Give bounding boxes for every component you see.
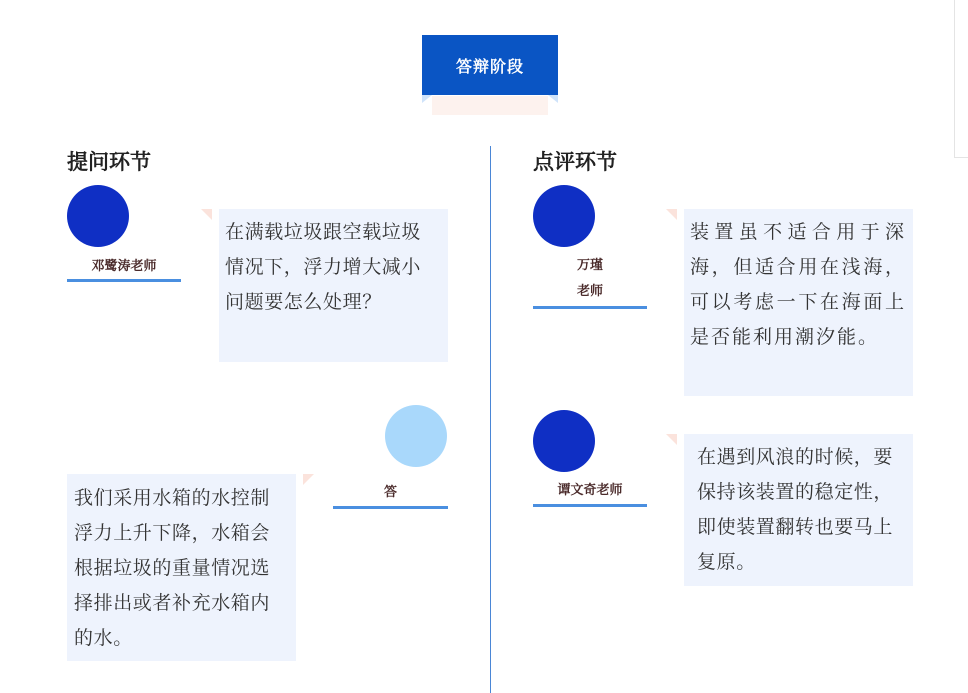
question-section-title: 提问环节 (67, 150, 151, 174)
name-underline (333, 506, 448, 509)
teacher-name: 谭文奇老师 (557, 483, 623, 498)
comment-text: 在遇到风浪的时候，要保持该装置的稳定性，即使装置翻转也要马上复原。 (697, 446, 894, 573)
comment-bubble (684, 434, 913, 586)
comment-bubble (684, 209, 913, 396)
review-section-title: 点评环节 (533, 150, 617, 174)
answer-label: 答 (383, 485, 397, 500)
stage-title-badge: 答辩阶段 (422, 35, 558, 95)
avatar (533, 410, 595, 472)
answer-text: 我们采用水箱的水控制浮力上升下降，水箱会根据垃圾的重量情况选择排出或者补充水箱内的水。 (74, 487, 271, 649)
answer-bubble (67, 474, 296, 661)
teacher-name: 邓鹭涛老师 (91, 259, 157, 274)
comment-text: 装置虽不适合用于深海，但适合用在浅海，可以考虑一下在海面上是否能利用潮汐能。 (690, 221, 906, 348)
avatar (533, 185, 595, 247)
teacher-name (533, 253, 647, 305)
avatar (67, 185, 129, 247)
bubble-tail (666, 434, 677, 445)
question-text: 在满载垃圾跟空载垃圾情况下，浮力增大减小问题要怎么处理？ (225, 221, 422, 313)
teacher-name-line-2: 老师 (576, 284, 603, 299)
page-frame-foot (954, 157, 968, 158)
name-underline (533, 306, 647, 309)
center-divider (490, 146, 491, 693)
bubble-tail (303, 474, 314, 485)
page-frame-edge (954, 0, 955, 158)
header-badge-right-fold (548, 95, 558, 103)
header-badge-shadow (432, 96, 548, 115)
bubble-tail (201, 209, 212, 220)
question-bubble (219, 209, 448, 362)
bubble-tail (666, 209, 677, 220)
header-badge-left-fold (422, 95, 432, 103)
teacher-name-line-1: 万瑾 (576, 258, 603, 273)
name-underline (67, 279, 181, 282)
avatar (385, 405, 447, 467)
name-underline (533, 504, 647, 507)
